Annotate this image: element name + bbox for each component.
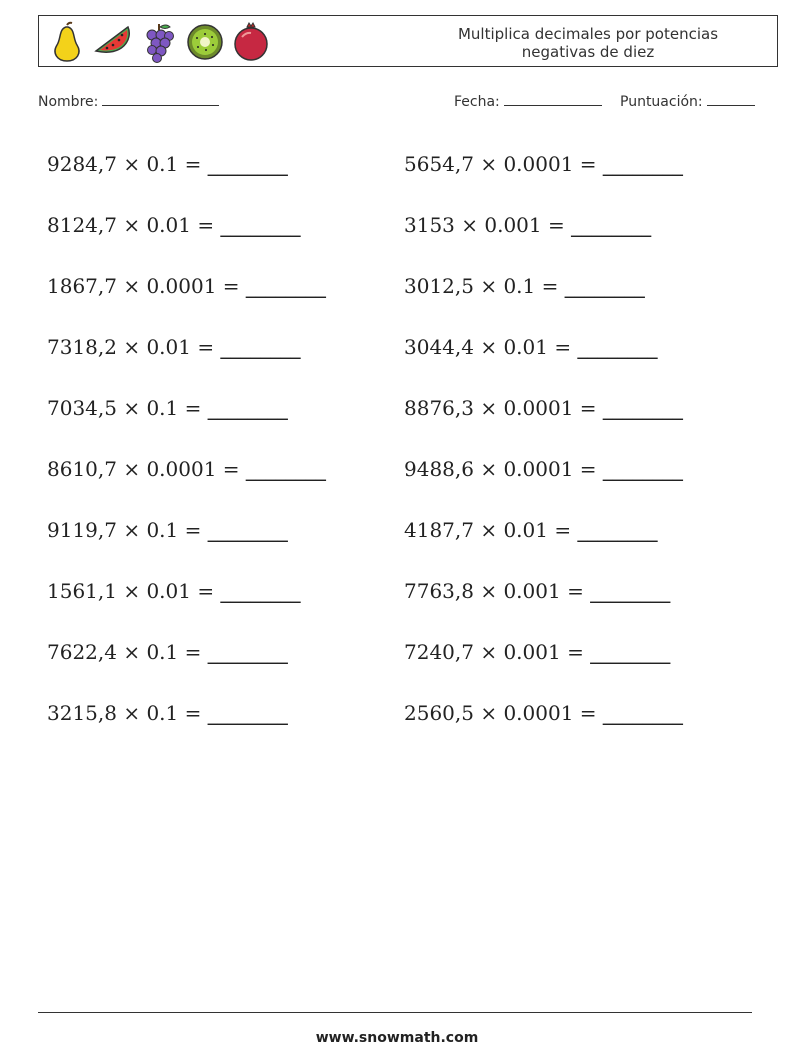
answer-blank[interactable]: ________ (602, 701, 683, 725)
problem-expression: 9284,7 × 0.1 = (47, 152, 208, 176)
score-field[interactable] (620, 94, 755, 110)
problem-expression: 7034,5 × 0.1 = (47, 396, 208, 420)
footer-divider (38, 1012, 752, 1013)
problem-expression: 8610,7 × 0.0001 = (47, 457, 246, 481)
title-line-1: Multiplica decimales por potencias (457, 25, 719, 43)
problem-expression: 5654,7 × 0.0001 = (404, 152, 603, 176)
problem-right-10 (404, 701, 683, 725)
date-field[interactable] (454, 94, 602, 110)
problem-left-4 (47, 335, 300, 359)
problem-expression: 2560,5 × 0.0001 = (404, 701, 603, 725)
problem-expression: 7622,4 × 0.1 = (47, 640, 208, 664)
problem-expression: 1561,1 × 0.01 = (47, 579, 221, 603)
kiwi-icon (185, 21, 225, 63)
answer-blank[interactable]: ________ (577, 518, 658, 542)
pear-icon (47, 21, 87, 63)
watermelon-icon (93, 21, 133, 63)
pomegranate-icon (231, 21, 271, 63)
answer-blank[interactable]: ________ (220, 579, 301, 603)
answer-blank[interactable]: ________ (590, 640, 671, 664)
worksheet-header (38, 15, 778, 67)
answer-blank[interactable]: ________ (245, 274, 326, 298)
problem-right-8 (404, 579, 670, 603)
answer-blank[interactable]: ________ (207, 396, 288, 420)
title-line-2: negativas de diez (521, 43, 655, 61)
answer-blank[interactable]: ________ (207, 152, 288, 176)
problem-expression: 1867,7 × 0.0001 = (47, 274, 246, 298)
problem-right-9 (404, 640, 670, 664)
problem-left-9 (47, 640, 288, 664)
problem-expression: 7318,2 × 0.01 = (47, 335, 221, 359)
problem-left-2 (47, 213, 300, 237)
problem-expression: 7240,7 × 0.001 = (404, 640, 591, 664)
answer-blank[interactable]: ________ (602, 152, 683, 176)
grapes-icon (139, 21, 179, 63)
problem-expression: 9119,7 × 0.1 = (47, 518, 208, 542)
problem-right-3 (404, 274, 645, 298)
problem-expression: 3044,4 × 0.01 = (404, 335, 578, 359)
problem-right-1 (404, 152, 683, 176)
answer-blank[interactable]: ________ (602, 396, 683, 420)
problem-expression: 8876,3 × 0.0001 = (404, 396, 603, 420)
problem-left-7 (47, 518, 288, 542)
name-label: Nombre: (38, 94, 99, 110)
score-label: Puntuación: (620, 94, 703, 110)
problem-expression: 7763,8 × 0.001 = (404, 579, 591, 603)
problem-expression: 9488,6 × 0.0001 = (404, 457, 603, 481)
footer-url: www.snowmath.com (315, 1030, 479, 1046)
answer-blank[interactable]: ________ (602, 457, 683, 481)
problem-expression: 3012,5 × 0.1 = (404, 274, 565, 298)
problem-expression: 3153 × 0.001 = (404, 213, 572, 237)
date-label: Fecha: (454, 94, 500, 110)
problem-expression: 4187,7 × 0.01 = (404, 518, 578, 542)
answer-blank[interactable]: ________ (207, 640, 288, 664)
name-line[interactable] (102, 104, 219, 106)
name-field[interactable] (38, 94, 219, 110)
fruit-icons (47, 21, 271, 63)
answer-blank[interactable]: ________ (564, 274, 645, 298)
problem-right-5 (404, 396, 683, 420)
answer-blank[interactable]: ________ (571, 213, 652, 237)
problem-left-5 (47, 396, 288, 420)
worksheet-title (399, 25, 777, 61)
problem-right-7 (404, 518, 657, 542)
problem-expression: 3215,8 × 0.1 = (47, 701, 208, 725)
problem-right-2 (404, 213, 651, 237)
answer-blank[interactable]: ________ (220, 213, 301, 237)
answer-blank[interactable]: ________ (590, 579, 671, 603)
problem-left-3 (47, 274, 326, 298)
answer-blank[interactable]: ________ (207, 518, 288, 542)
date-line[interactable] (504, 104, 602, 106)
problem-expression: 8124,7 × 0.01 = (47, 213, 221, 237)
problem-right-4 (404, 335, 657, 359)
answer-blank[interactable]: ________ (577, 335, 658, 359)
answer-blank[interactable]: ________ (245, 457, 326, 481)
answer-blank[interactable]: ________ (207, 701, 288, 725)
problem-right-6 (404, 457, 683, 481)
answer-blank[interactable]: ________ (220, 335, 301, 359)
problem-left-8 (47, 579, 300, 603)
problem-left-1 (47, 152, 288, 176)
score-line[interactable] (707, 104, 755, 106)
problem-left-10 (47, 701, 288, 725)
problem-left-6 (47, 457, 326, 481)
